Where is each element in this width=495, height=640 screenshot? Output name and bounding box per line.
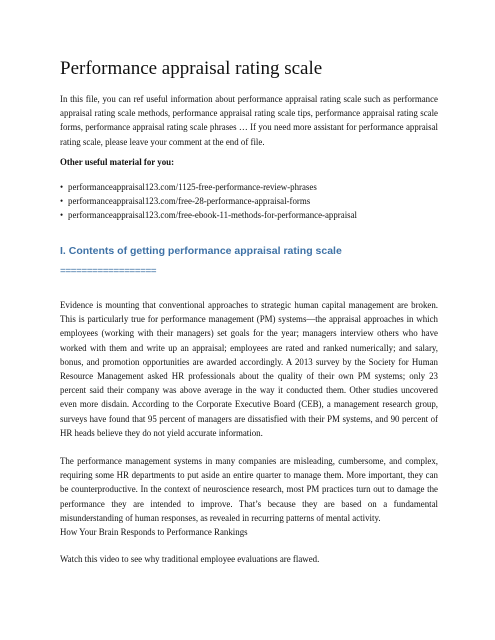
bullet-icon: • (60, 196, 64, 207)
video-heading-line: How Your Brain Responds to Performance Rankings (60, 527, 248, 538)
link-text[interactable]: performanceappraisal123.com/free-28-performance-appraisal-forms (68, 196, 311, 207)
bullet-icon: • (60, 210, 64, 221)
body-paragraph-1: Evidence is mounting that conventional approaches to strategic human capital management are broken. This is particularly true for performance management (PM) systems—the appraisal approaches in which employees (working with their managers) set goals for the year; managers interview others who have worked with them and write up an appraisal; employees are rated and ranked numerically; and salary, bonus, and promotion opportunities are awarded accordingly. A 2013 survey by the Society for Human Resource Management asked HR professionals about the quality of their own PM systems; only 23 percent said their company was above average in the way it conducted them. Other studies uncovered even more disdain. According to the Corporate Executive Board (CEB), a management research group, surveys have found that 95 percent of managers are dissatisfied with their PM systems, and 90 percent of HR heads believe they do not yield accurate information. (60, 300, 438, 438)
list-item[interactable] (60, 208, 357, 222)
section-divider: ================== (60, 266, 157, 277)
link-text[interactable]: performanceappraisal123.com/1125-free-performance-review-phrases (68, 182, 317, 192)
link-list (60, 180, 357, 223)
intro-paragraph: In this file, you can ref useful information about performance appraisal rating scale such as performance appraisal rating scale methods, performance appraisal rating scale tips, performance appraisal rating scale forms, performance appraisal rating scale phrases … If you need more assistant for performance appraisal rating scale, please leave your comment at the end of file. (60, 94, 438, 147)
other-material-heading: Other useful material for you: (60, 157, 175, 167)
body-paragraph-2 (60, 454, 438, 539)
body-paragraph-3: Watch this video to see why traditional employee evaluations are flawed. (60, 554, 320, 564)
list-item[interactable] (60, 180, 357, 194)
link-text[interactable]: performanceappraisal123.com/free-ebook-11-methods-for-performance-appraisal (68, 210, 358, 221)
page-title: Performance appraisal rating scale (60, 58, 323, 79)
section-heading: I. Contents of getting performance appraisal rating scale (60, 245, 342, 257)
body-paragraph-2-text: The performance management systems in many companies are misleading, cumbersome, and complex, requiring some HR departments to put aside an entire quarter to manage them. More important, they can be counterproductive. In the context of neuroscience research, most PM practices turn out to damage the performance they are intended to improve. That’s because they are based on a fundamental misunderstanding of human responses, as revealed in recurring patterns of mental activity. (60, 456, 438, 523)
list-item[interactable] (60, 194, 357, 208)
bullet-icon: • (60, 182, 64, 192)
